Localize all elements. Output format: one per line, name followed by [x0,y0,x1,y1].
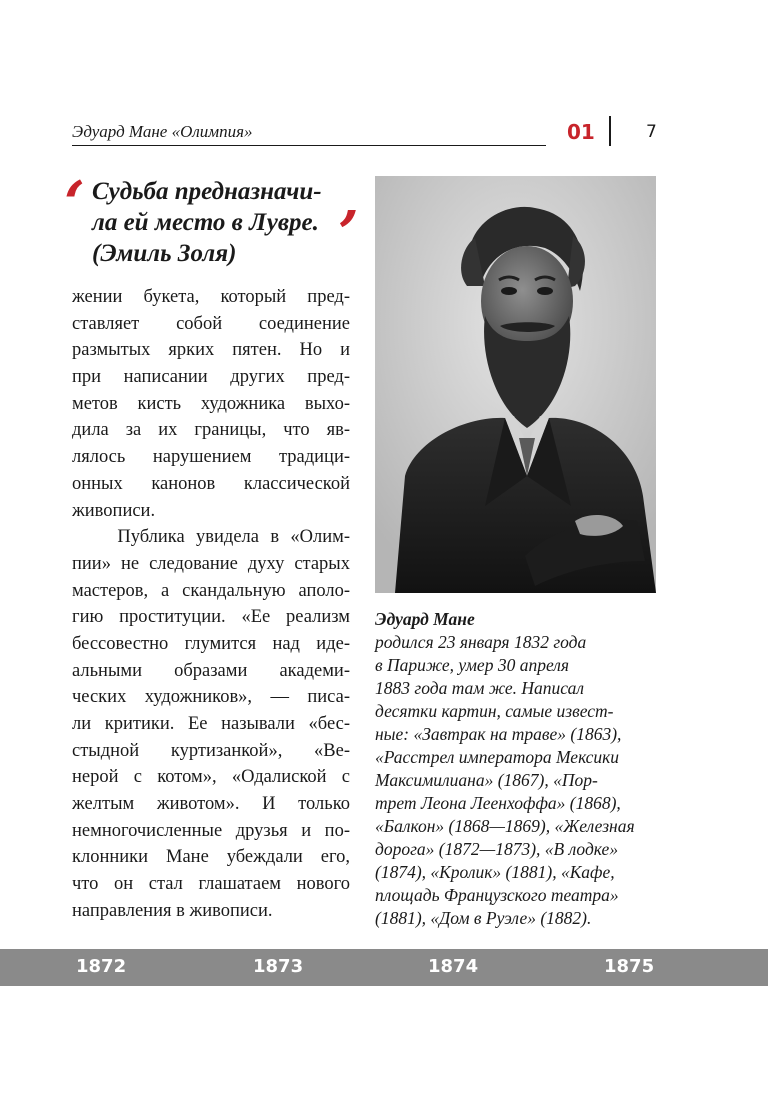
body-line: стыдной куртизанкой», «Ве- [72,740,350,761]
body-line: ставляет собой соединение [72,313,350,334]
running-title: Эдуард Мане «Олимпия» [72,122,253,141]
caption-title: Эдуард Мане [375,609,475,629]
caption-line: Максимилиана» (1867), «Пор- [375,770,598,790]
chapter-number: 01 [567,120,595,144]
caption-line: родился 23 января 1832 года [375,632,587,652]
body-line: клонники Мане убеждали его, [72,847,350,868]
caption-line: трет Леона Леенхоффа» (1868), [375,793,621,813]
caption-line: «Расстрел императора Мексики [375,747,620,767]
timeline-bar [0,949,768,986]
portrait-caption [375,608,660,930]
body-line: живописи. [72,500,156,521]
body-line: что он стал глашатаем нового [72,874,350,895]
timeline-year: 1875 [604,956,655,977]
body-line: метов кисть художника выхо- [72,393,350,414]
pull-quote-line: Судьба предназначи- [92,178,322,205]
body-line: лялось нарушением традици- [72,447,350,468]
timeline-year: 1873 [253,956,304,977]
body-text [72,284,350,925]
body-line: немногочисленные друзья и по- [72,820,350,841]
body-line: размытых ярких пятен. Но и [72,340,350,361]
body-line: пии» не следование духу старых [72,553,350,574]
pull-quote-line: ла ей место в Лувре. [92,209,319,236]
body-line: ли критики. Ее называли «бес- [72,714,350,734]
caption-line: площадь Французского театра» [375,885,619,905]
body-line: направления в живописи. [72,900,273,921]
caption-line: 1883 года там же. Написал [375,678,584,698]
body-line: альными образами академи- [72,660,350,681]
body-line: мастеров, а скандальную аполо- [72,580,350,601]
body-line: гию проституции. «Ее реализм [72,607,350,628]
quote-open-mark: ‘ [64,169,85,239]
body-line: Публика увидела в «Олим- [72,527,350,548]
header-rule [72,145,546,146]
timeline-year: 1872 [76,956,127,977]
body-line: желтым животом». И только [72,794,350,815]
body-line: ческих художников», — писа- [72,687,350,708]
pull-quote-line: (Эмиль Золя) [92,240,237,267]
caption-line: дорога» (1872—1873), «В лодке» [375,839,619,859]
body-line: дила за их границы, что яв- [72,420,350,441]
portrait-photo [375,176,656,593]
caption-line: ные: «Завтрак на траве» (1863), [375,724,622,744]
page-number: 7 [646,122,657,142]
caption-line: «Балкон» (1868—1869), «Железная [375,816,635,836]
timeline-year: 1874 [428,956,479,977]
body-line: при написании других пред- [72,367,350,388]
portrait-illustration [375,176,656,593]
quote-close-mark: ’ [338,199,359,269]
caption-line: в Париже, умер 30 апреля [375,655,570,675]
header-divider [609,116,611,146]
body-line: бессовестно глумится над иде- [72,633,350,654]
body-line: жении букета, который пред- [72,287,350,307]
caption-line: (1881), «Дом в Руэле» (1882). [375,908,592,928]
body-line: нерой с котом», «Одалиской с [72,767,350,788]
pull-quote [92,176,344,269]
caption-line: (1874), «Кролик» (1881), «Кафе, [375,862,615,882]
caption-line: десятки картин, самые извест- [375,701,614,721]
body-line: онных канонов классической [72,473,350,494]
